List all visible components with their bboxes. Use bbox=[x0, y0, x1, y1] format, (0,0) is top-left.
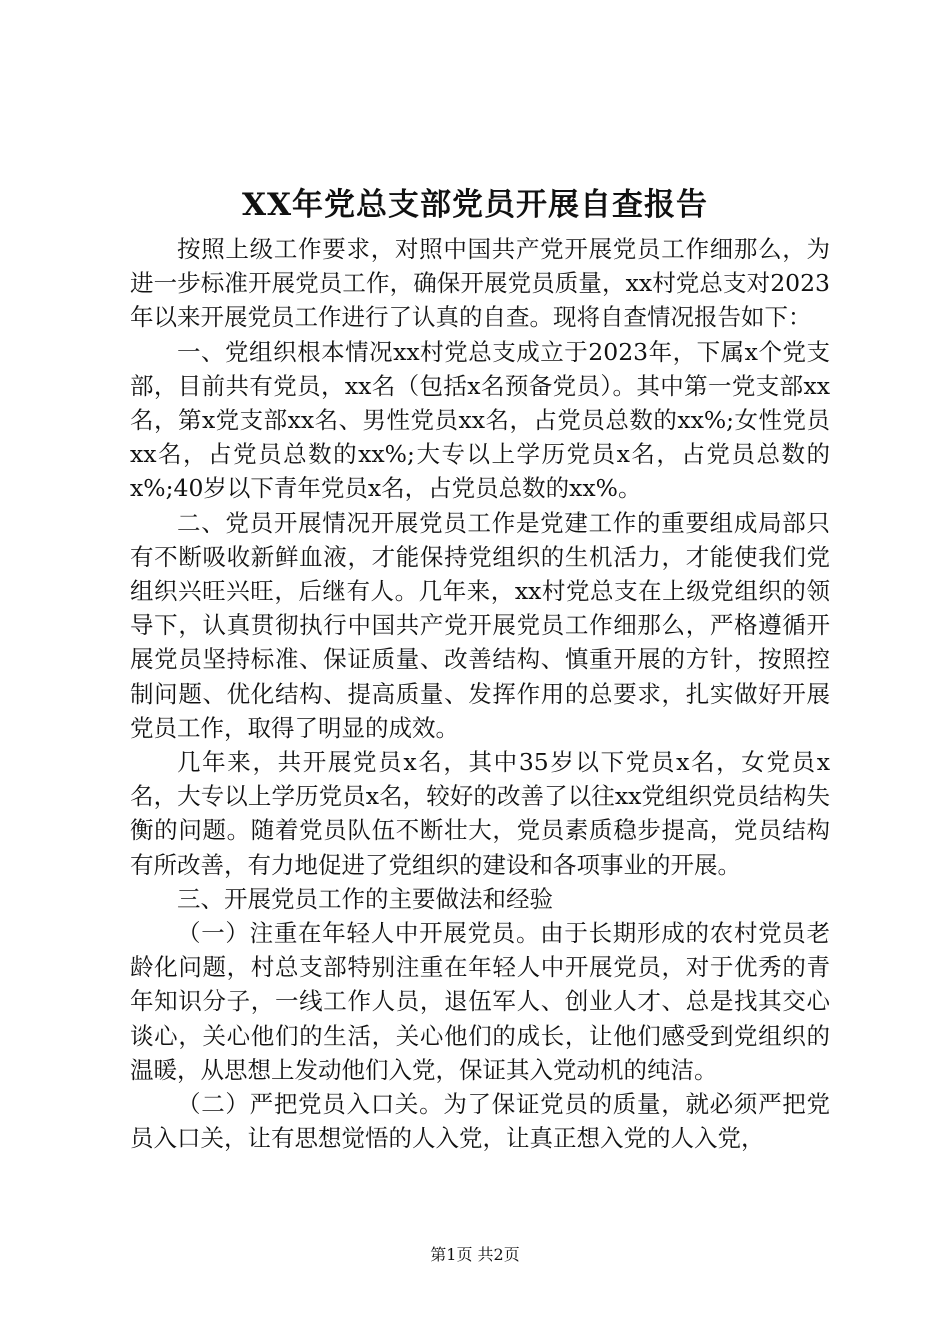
paragraph-results: 几年来，共开展党员x名，其中35岁以下党员x名，女党员x名，大专以上学历党员x名，较好的改善了以往xx党组织党员结构失衡的问题。随着党员队伍不断壮大，党员素质稳步提高，党员结构有所改善，有力地促进了党组织的建设和各项事业的开展。 bbox=[130, 748, 830, 879]
paragraph-section-2: 二、党员开展情况开展党员工作是党建工作的重要组成局部只有不断吸收新鲜血液，才能保持党组织的生机活力，才能使我们党组织兴旺兴旺，后继有人。几年来，xx村党总支在上级党组织的领导下，认真贯彻执行中国共产党开展党员工作细那么，严格遵循开展党员坚持标准、保证质量、改善结构、慎重开展的方针，按照控制问题、优化结构、提高质量、发挥作用的总要求，扎实做好开展党员工作，取得了明显的成效。 bbox=[130, 508, 830, 742]
paragraph-intro: 按照上级工作要求，对照中国共产党开展党员工作细那么，为进一步标准开展党员工作，确保开展党员质量，xx村党总支对2023年以来开展党员工作进行了认真的自查。现将自查情况报告如下： bbox=[130, 235, 830, 332]
paragraph-section-3-heading: 三、开展党员工作的主要做法和经验 bbox=[177, 884, 553, 913]
document-body bbox=[130, 232, 830, 1155]
page-number-footer: 第1页 共2页 bbox=[430, 1245, 520, 1264]
paragraph-item-2: （二）严把党员入口关。为了保证党员的质量，就必须严把党员入口关，让有思想觉悟的人入党，让真正想入党的人入党， bbox=[130, 1090, 830, 1153]
document-title: XX年党总支部党员开展自查报告 bbox=[241, 187, 709, 223]
paragraph-section-1: 一、党组织根本情况xx村党总支成立于2023年，下属x个党支部，目前共有党员，xx名（包括x名预备党员）。其中第一党支部xx名，第x党支部xx名、男性党员xx名，占党员总数的xx%;女性党员xx名，占党员总数的xx%;大专以上学历党员x名，占党员总数的x%;40岁以下青年党员x名，占党员总数的xx%。 bbox=[130, 337, 830, 503]
paragraph-item-1: （一）注重在年轻人中开展党员。由于长期形成的农村党员老龄化问题，村总支部特别注重在年轻人中开展党员，对于优秀的青年知识分子，一线工作人员，退伍军人、创业人才、总是找其交心谈心，关心他们的生活，关心他们的成长，让他们感受到党组织的温暖，从思想上发动他们入党，保证其入党动机的纯洁。 bbox=[130, 919, 830, 1084]
